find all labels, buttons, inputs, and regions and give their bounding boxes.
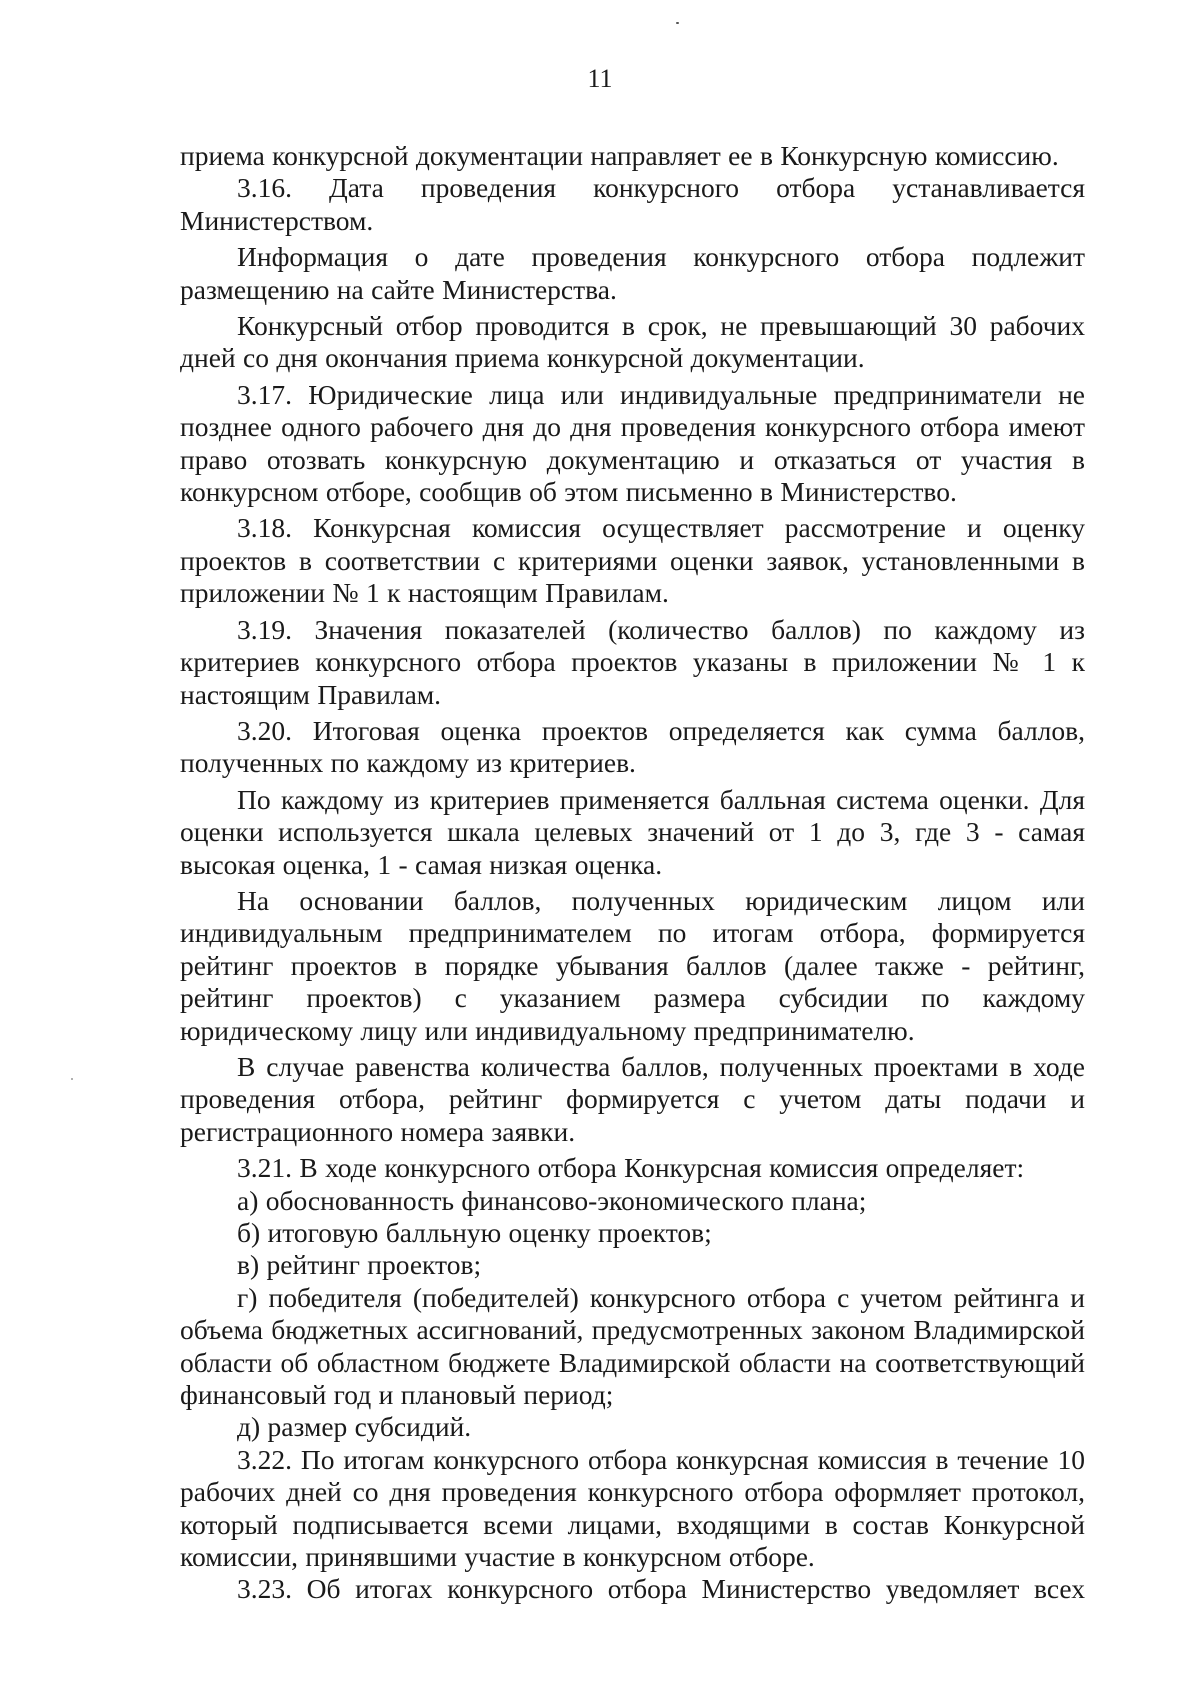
list-item-a: а) обоснованность финансово-экономического плана; — [237, 1184, 867, 1216]
paragraph-rating: На основании баллов, полученных юридическим лицом или индивидуальным предпринимателем по итогам отбора, формируется рейтинг проектов в порядке убывания баллов (далее также - рейтинг, рейтинг проектов) с указанием размера субсидии по каждому юридическому лицу или индивидуальному предпринимателю. — [180, 884, 1085, 1046]
paragraph-3-16: 3.16. Дата проведения конкурсного отбора устанавливается Министерством. — [180, 172, 1085, 236]
page-number: 11 — [587, 64, 613, 93]
list-item-b: б) итоговую балльную оценку проектов; — [237, 1217, 712, 1248]
paragraph-3-17: 3.17. Юридические лица или индивидуальные предприниматели не позднее одного рабочего дня до дня проведения конкурсного отбора имеют право отозвать конкурсную документацию и отказаться от участия в конкурсном отборе, сообщив об этом письменно в Министерство. — [180, 378, 1085, 508]
scan-speck — [71, 1078, 73, 1080]
paragraph-term: Конкурсный отбор проводится в срок, не превышающий 30 рабочих дней со дня окончания приема конкурсной документации. — [180, 310, 1085, 374]
paragraph-3-19: 3.19. Значения показателей (количество баллов) по каждому из критериев конкурсного отбора проектов указаны в приложении № 1 к настоящим Правилам. — [180, 613, 1085, 710]
paragraph-3-22: 3.22. По итогам конкурсного отбора конкурсная комиссия в течение 10 рабочих дней со дня проведения конкурсного отбора оформляет протокол, который подписывается всеми лицами, входящими в состав Конкурсной комиссии, принявшими участие в конкурсном отборе. — [180, 1443, 1085, 1573]
paragraph-info-date: Информация о дате проведения конкурсного отбора подлежит размещению на сайте Министерства. — [180, 241, 1085, 305]
paragraph-equal-scores: В случае равенства количества баллов, полученных проектами в ходе проведения отбора, рейтинг формируется с учетом даты подачи и регистрационного номера заявки. — [180, 1050, 1085, 1147]
list-item-g: г) победителя (победителей) конкурсного отбора с учетом рейтинга и объема бюджетных ассигнований, предусмотренных законом Владимирской области об областном бюджете Владимирской области на соответствующий финансовый год и плановый период; — [180, 1281, 1085, 1411]
paragraph-3-21: 3.21. В ходе конкурсного отбора Конкурсная комиссия определяет: — [237, 1152, 1025, 1184]
list-item-v: в) рейтинг проектов; — [237, 1249, 482, 1281]
list-item-d: д) размер субсидий. — [237, 1411, 472, 1443]
document-body — [180, 140, 1085, 1606]
paragraph-3-20: 3.20. Итоговая оценка проектов определяется как сумма баллов, полученных по каждому из критериев. — [180, 714, 1085, 779]
paragraph-continuation: приема конкурсной документации направляет ее в Конкурсную комиссию. — [180, 140, 1059, 171]
scan-speck — [676, 22, 679, 24]
paragraph-3-18: 3.18. Конкурсная комиссия осуществляет рассмотрение и оценку проектов в соответствии с критериями оценки заявок, установленными в приложении № 1 к настоящим Правилам. — [180, 512, 1085, 609]
paragraph-scoring-system: По каждому из критериев применяется балльная система оценки. Для оценки используется шкала целевых значений от 1 до 3, где 3 - самая высокая оценка, 1 - самая низкая оценка. — [180, 783, 1085, 880]
paragraph-3-23: 3.23. Об итогах конкурсного отбора Министерство уведомляет всех — [237, 1573, 1085, 1605]
